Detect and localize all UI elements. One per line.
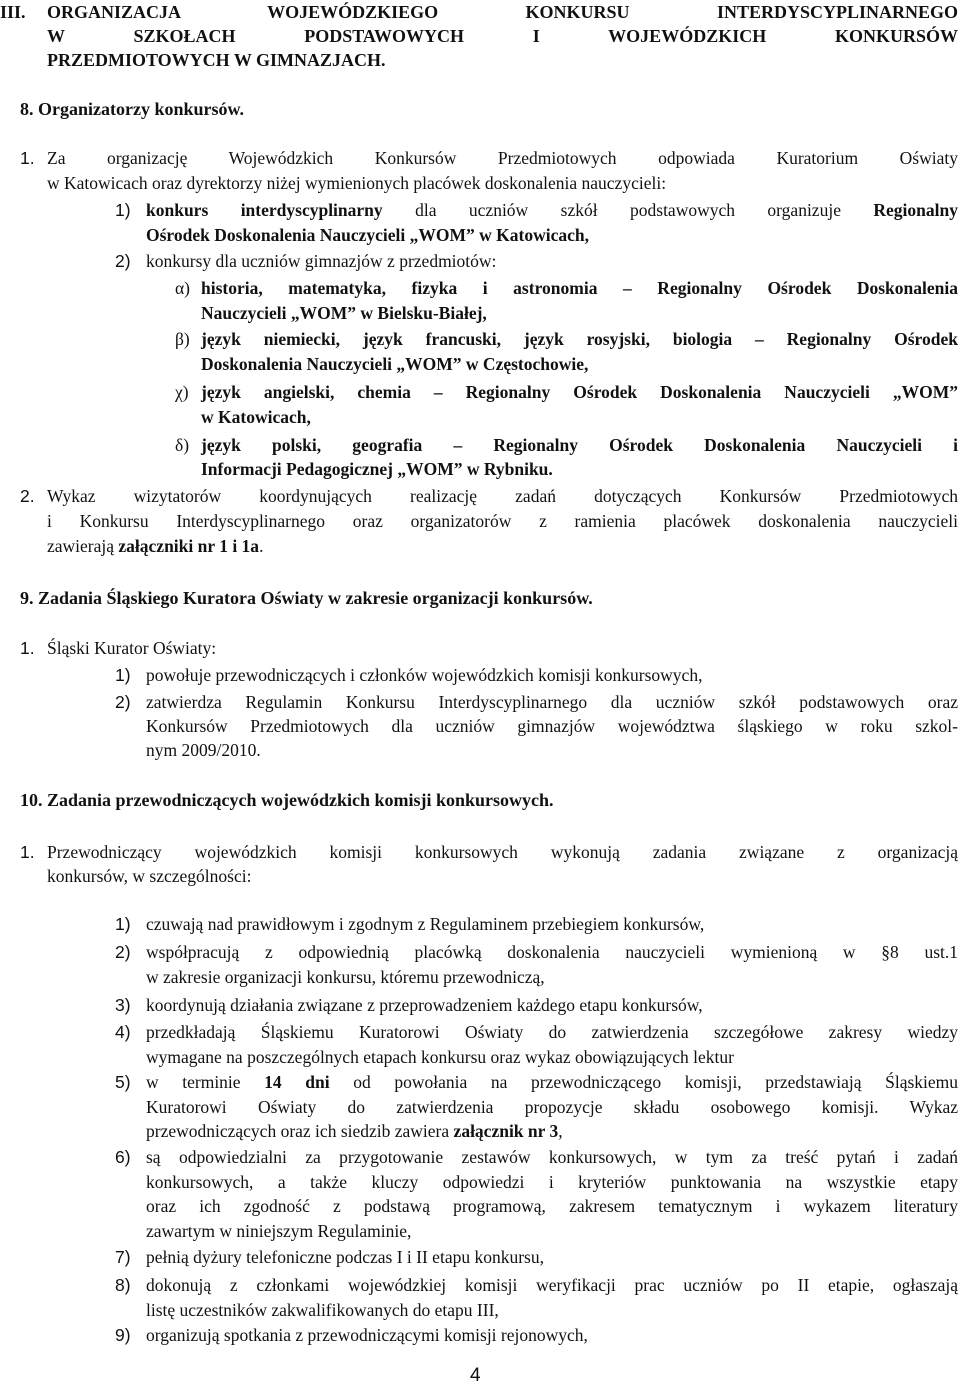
s10-p1-number: 1. bbox=[20, 842, 35, 862]
chapter-number: III. bbox=[0, 2, 26, 22]
s9-item-1-number: 1) bbox=[115, 665, 131, 685]
s9-item-2-line-1: zatwierdza Regulamin Konkursu Interdyscyplinarnego dla uczniów szkół podstawowych oraz bbox=[146, 692, 958, 712]
s8-item-1-number: 1) bbox=[115, 200, 131, 220]
s9-p1-text: Śląski Kurator Oświaty: bbox=[47, 638, 217, 658]
alpha-line-2: Nauczycieli „WOM” w Bielsku-Białej, bbox=[201, 303, 487, 323]
task-item-line: w terminie 14 dni od powołania na przewodniczącego komisji, przedstawiają Śląskiemu bbox=[146, 1072, 959, 1092]
s8-item-2-number: 2) bbox=[115, 251, 131, 271]
task-item-number: 2) bbox=[115, 942, 131, 962]
chi-line-2: w Katowicach, bbox=[201, 407, 311, 427]
task-item-line: w zakresie organizacji konkursu, któremu przewodniczą, bbox=[146, 966, 545, 987]
chapter-title-line-2: W SZKOŁACH PODSTAWOWYCH I WOJEWÓDZKICH KONKURSÓW bbox=[47, 26, 958, 46]
s8-item-1-bold-a: konkurs interdyscyplinarny bbox=[146, 200, 383, 220]
s8-p2-period: . bbox=[259, 536, 264, 556]
s8-p2-number: 2. bbox=[20, 486, 35, 506]
page-number: 4 bbox=[470, 1365, 481, 1386]
alpha-line-1: historia, matematyka, fizyka i astronomia – Regionalny Ośrodek Doskonalenia bbox=[201, 278, 958, 298]
task-item-line: są odpowiedzialni za przygotowanie zestawów konkursowych, w tym za treść pytań i zadań bbox=[146, 1147, 958, 1167]
s10-p1-line-2: konkursów, w szczególności: bbox=[47, 866, 252, 886]
s9-item-2-number: 2) bbox=[115, 692, 131, 712]
s8-item-1-line-1 bbox=[146, 198, 958, 223]
chi-line-1: język angielski, chemia – Regionalny Ośrodek Doskonalenia Nauczycieli „WOM” bbox=[201, 382, 958, 402]
task-item-number: 9) bbox=[115, 1325, 131, 1345]
s9-item-2-line-2: Konkursów Przedmiotowych dla uczniów gimnazjów województwa śląskiego w roku szkol- bbox=[146, 716, 958, 736]
s8-p1-line-1: Za organizację Wojewódzkich Konkursów Przedmiotowych odpowiada Kuratorium Oświaty bbox=[47, 148, 958, 168]
task-item-line: listę uczestników zakwalifikowanych do etapu III, bbox=[146, 1299, 499, 1320]
beta-line-1: język niemiecki, język francuski, język rosyjski, biologia – Regionalny Ośrodek bbox=[201, 329, 958, 349]
s8-p1-line-2: w Katowicach oraz dyrektorzy niżej wymienionych placówek doskonalenia nauczycieli: bbox=[47, 173, 667, 193]
task-item-number: 7) bbox=[115, 1247, 131, 1267]
delta-line-1: język polski, geografia – Regionalny Ośrodek Doskonalenia Nauczycieli i bbox=[201, 435, 958, 455]
task-item-line: zawartym w niniejszym Regulaminie, bbox=[146, 1220, 412, 1241]
task-item-line: współpracują z odpowiednią placówką doskonalenia nauczycieli wymienioną w §8 ust.1 bbox=[146, 942, 958, 962]
s8-p2-line-1: Wykaz wizytatorów koordynujących realizację zadań dotyczących Konkursów Przedmiotowych bbox=[47, 486, 958, 506]
task-item-line: czuwają nad prawidłowym i zgodnym z Regulaminem przebiegiem konkursów, bbox=[146, 914, 705, 934]
s8-item-1-text-b: dla uczniów szkół podstawowych organizuje bbox=[415, 200, 841, 220]
alpha-marker: α) bbox=[175, 278, 190, 298]
task-item-line: Kuratorowi Oświaty do zatwierdzenia propozycje składu osobowego komisji. Wykaz bbox=[146, 1096, 958, 1117]
section-10-heading: 10. Zadania przewodniczących wojewódzkich komisji konkursowych. bbox=[20, 790, 554, 810]
s9-item-2-line-3: nym 2009/2010. bbox=[146, 740, 261, 760]
task-item-number: 8) bbox=[115, 1275, 131, 1295]
task-item-number: 1) bbox=[115, 914, 131, 934]
task-item-line: wymagane na poszczególnych etapach konkursu oraz wykaz obowiązujących lektur bbox=[146, 1046, 734, 1067]
task-item-line: przewodniczących oraz ich siedzib zawiera załącznik nr 3, bbox=[146, 1121, 563, 1141]
task-item-line: koordynują działania związane z przeprowadzeniem każdego etapu konkursów, bbox=[146, 995, 703, 1015]
s8-p2-line-2: i Konkursu Interdyscyplinarnego oraz organizatorów z ramienia placówek doskonalenia nauczycieli bbox=[47, 511, 958, 531]
task-item-line: pełnią dyżury telefoniczne podczas I i II etapu konkursu, bbox=[146, 1247, 544, 1267]
s8-item-2-line-1: konkursy dla uczniów gimnazjów z przedmiotów: bbox=[146, 251, 497, 271]
s9-p1-number: 1. bbox=[20, 638, 35, 658]
section-9-heading: 9. Zadania Śląskiego Kuratora Oświaty w zakresie organizacji konkursów. bbox=[20, 588, 593, 608]
s10-p1-line-1: Przewodniczący wojewódzkich komisji konkursowych wykonują zadania związane z organizacją bbox=[47, 842, 958, 862]
s8-item-1-bold-c: Regionalny bbox=[873, 200, 959, 220]
chi-marker: χ) bbox=[175, 382, 189, 402]
s8-p2-line-3 bbox=[47, 534, 958, 559]
task-item-line: oraz ich zgodność z podstawą programową, zakresem tematycznym i wykazem literatury bbox=[146, 1196, 958, 1216]
task-item-line: przedkładają Śląskiemu Kuratorowi Oświaty do zatwierdzenia szczegółowe zakresy wiedzy bbox=[146, 1022, 958, 1042]
task-item-line: dokonują z członkami wojewódzkiej komisji weryfikacji prac uczniów po II etapie, ogłaszają bbox=[146, 1275, 958, 1295]
s8-item-1-line-2: Ośrodek Doskonalenia Nauczycieli „WOM” w Katowicach, bbox=[146, 225, 589, 245]
beta-marker: β) bbox=[175, 329, 190, 349]
bold-phrase: 14 dni bbox=[264, 1072, 330, 1092]
attachment-ref: załączniki nr 1 i 1a bbox=[118, 536, 260, 556]
s8-p1-number: 1. bbox=[20, 148, 35, 168]
chapter-title-line-1: ORGANIZACJA WOJEWÓDZKIEGO KONKURSU INTERDYSCYPLINARNEGO bbox=[47, 2, 958, 22]
s8-p2-text: zawierają bbox=[47, 536, 115, 556]
task-item-number: 6) bbox=[115, 1147, 131, 1167]
task-item-number: 4) bbox=[115, 1022, 131, 1042]
delta-marker: δ) bbox=[175, 435, 190, 455]
task-item-line: organizują spotkania z przewodniczącymi komisji rejonowych, bbox=[146, 1325, 588, 1345]
s9-item-1-text: powołuje przewodniczących i członków wojewódzkich komisji konkursowych, bbox=[146, 665, 703, 685]
section-8-heading: 8. Organizatorzy konkursów. bbox=[20, 99, 245, 119]
task-item-number: 5) bbox=[115, 1072, 131, 1092]
chapter-title-line-3: PRZEDMIOTOWYCH W GIMNAZJACH. bbox=[47, 50, 386, 70]
task-item-line: konkursowych, a także kluczy odpowiedzi i kryteriów punktowania na wszystkie etapy bbox=[146, 1171, 958, 1192]
beta-line-2: Doskonalenia Nauczycieli „WOM” w Częstochowie, bbox=[201, 354, 589, 374]
task-item-number: 3) bbox=[115, 995, 131, 1015]
delta-line-2: Informacji Pedagogicznej „WOM” w Rybniku. bbox=[201, 459, 553, 479]
bold-phrase: załącznik nr 3 bbox=[453, 1121, 559, 1141]
